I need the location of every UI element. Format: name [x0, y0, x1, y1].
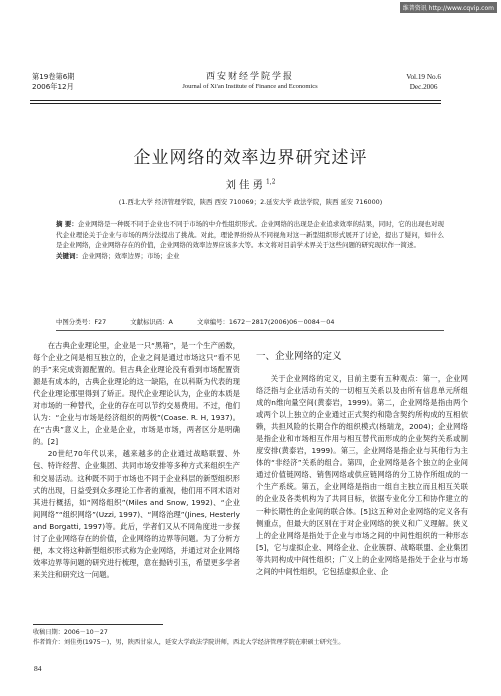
header-rule-thick [30, 100, 441, 101]
body-paragraph: 关于企业网络的定义，目前主要有五种观点：第一，企业网络泛指与企业活动有关的一切相互关系以及由所有信息单元所组成的n维向量空间(黄泰岩，1999)。第二，企业网络是指由两个或两个以上独立的企业通过正式契约和隐含契约所构成的互相依赖，共担风险的长期合作的组织模式(杨瑞龙，2004)；企业网络是指企业和市场相互作用与相互替代而形成的企业契约关系或制度安排(黄泰岩，1999)。第三，企业网络是指企业与其他行为主体的“非经济”关系的组合。第四，企业网络是各个独立的企业间通过价值链网络、销售网络或供应链网络的分工协作所组成的一个生产系统。第五，企业网络是指由一组自主独立而且相互关联的企业及各类机构为了共同目标，依据专业化分工和协作建立的一种长期性的企业间的联合体。[5]这五种对企业网络的定义各有侧重点，但最大的区别在于对企业网络的狭义和广义理解。狭义上的企业网络是指处于企业与市场之间的中间性组织的一种形态[5]，它与虚拟企业、网络企业、企业簇群、战略联盟、企业集团等共同构成中间性组织；广义上的企业网络是指处于企业与市场之间的中间性组织，它包括虚拟企业、企 [256, 374, 468, 576]
author-line [30, 177, 471, 192]
journal-header [0, 72, 501, 98]
volume-issue-cn: 第19卷第6期 [32, 72, 75, 81]
watermark-banner: 维普资讯 http://www.cqvip.com [400, 2, 497, 13]
header-left [32, 72, 74, 92]
body-paragraph: 在古典企业理论里，企业是一只“黑箱”，是一个生产函数，每个企业之间是相互独立的，企业之间是通过市场这只“看不见的手”来完成资源配置的。但古典企业理论没有看到市场配置资源是有成本的，古典企业理论的这一缺陷，在以科斯为代表的现代企业理论那里得到了矫正。现代企业理论认为，企业的本质是对市场的一种替代，企业的存在可以节约交易费用。不过，他们认为：“企业与市场是经济组织的两极”(Coase. R. H, 1937)。在“古典”意义上，企业是企业，市场是市场，两者区分是明确的。[2] [33, 341, 240, 447]
section-heading: 一、企业网络的定义 [256, 351, 342, 362]
left-column [33, 340, 240, 581]
abstract-block [56, 219, 444, 261]
author-name: 刘佳勇 [225, 179, 266, 191]
author-bio: 作者简介：刘佳勇(1975－)，男，陕西甘泉人，延安大学政法学院讲师，西北大学经济管理学院在职硕士研究生。 [33, 639, 345, 646]
date-en: Dec.2006 [409, 83, 438, 91]
clc-number: 中图分类号：F27 [56, 318, 107, 326]
abstract-rule [56, 330, 444, 331]
page-number: 84 [34, 664, 42, 673]
footnote-rule [33, 624, 163, 625]
author-affil-sup: 1,2 [265, 178, 276, 186]
header-center [140, 72, 360, 92]
classification-line [56, 317, 444, 326]
journal-name-cn: 西安财经学院学报 [205, 72, 294, 82]
header-rule-thin [30, 103, 441, 104]
journal-name-en: Journal of Xi'an Institute of Finance and Economics [182, 83, 318, 90]
abstract-text: 企业网络是一种既不同于企业也不同于市场的中介性组织形式。企业网络的出现是企业追求效率的结果，同时，它的出现也对现代企业理论关于企业与市场的两分法提出了挑战。对此，理论界纷纷从不同视角对这一新型组织形式展开了讨论，提出了疑问，如什么是企业网络，企业网络存在的价值，企业网络的效率边界应该多大等。本文将对目前学术界关于这些问题的研究现状作一简述。 [56, 220, 445, 250]
keywords-label: 关键词： [56, 251, 82, 260]
abstract-label: 摘 要： [56, 220, 78, 228]
document-code: 文献标识码：A [130, 318, 173, 326]
body-paragraph: 20世纪70年代以来，越来越多的企业通过战略联盟、外包、特许经营、企业集团、共同市场安排等多种方式来组织生产和交易活动。这种既不同于市场也不同于企业科层的新型组织形式的出现，日益受到众多理论工作者的重视，他们用不同术语对其进行概括，如“网络组织”(Miles and Snow, 1992)、“企业间网络”“组织网络”(Uzzi, 1997)、“网络治理”(Jines, Hesterly and Borgatti, 1997)等。此后，学者们又从不同角度进一步探讨了企业网络存在的价值，企业网络的边界等问题。为了分析方便，本文将这种新型组织形式称为企业网络，并通过对企业网络效率边界等问题的研究进行梳理，意在抛砖引玉，希望更多学者来关注和研究这一问题。 [33, 449, 240, 579]
date-cn: 2006年12月 [32, 82, 74, 91]
received-date: 收稿日期：2006－10－27 [33, 629, 108, 636]
keywords [56, 251, 444, 262]
footnotes [33, 628, 473, 648]
right-column [256, 373, 468, 578]
header-right [406, 72, 441, 92]
affiliation: (1.西北大学 经济管理学院，陕西 西安 710069；2.延安大学 政法学院，陕西 延安 716000) [118, 198, 383, 206]
abstract [56, 219, 444, 251]
article-number: 文章编号：1672－2817(2006)06－0084－04 [196, 318, 335, 326]
article-title: 企业网络的效率边界研究述评 [133, 148, 368, 168]
keywords-text: 企业网络；效率边界；市场；企业 [82, 251, 180, 260]
volume-issue-en: Vol.19 No.6 [406, 73, 441, 81]
